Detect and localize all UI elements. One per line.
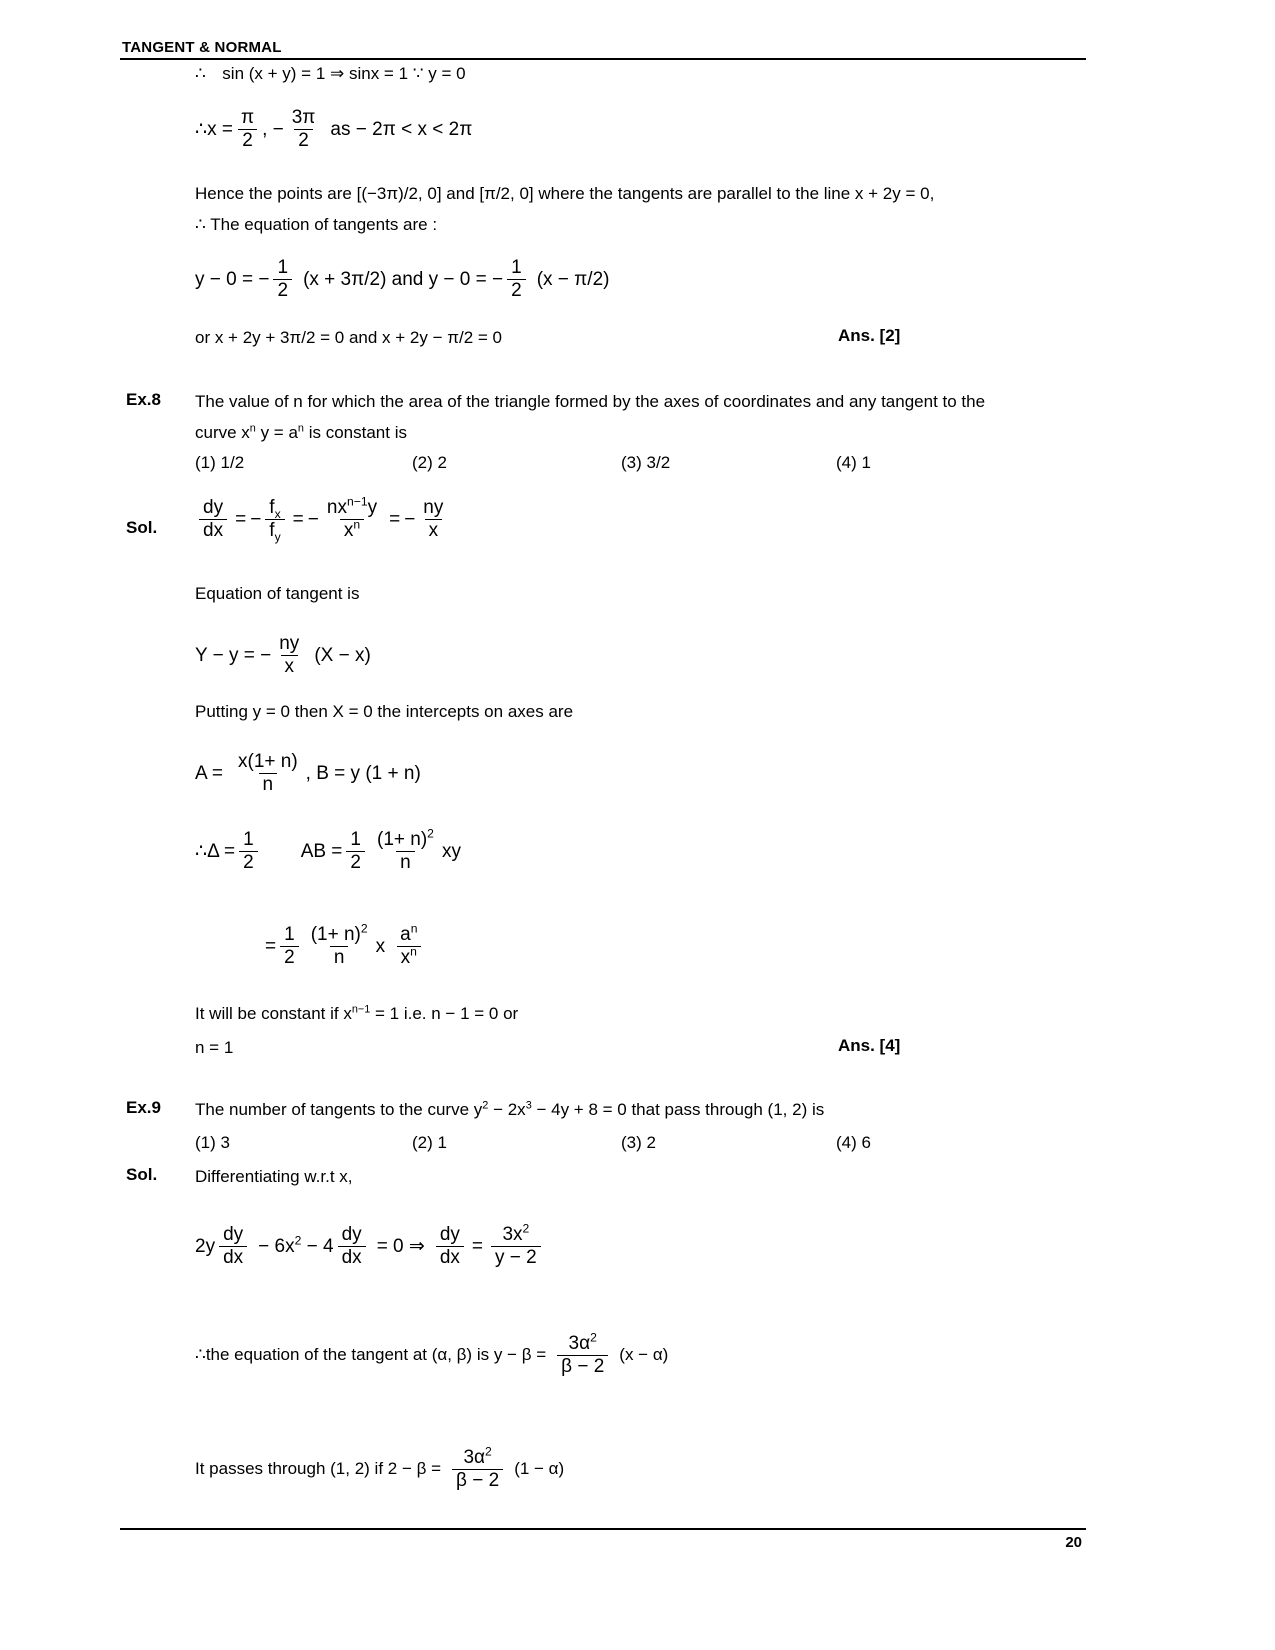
ex9-option-2-text: 1 [437, 1133, 447, 1152]
ex8-equation-of-tangent-label [195, 582, 359, 607]
fraction-ny-over-x-tangent [275, 634, 303, 677]
ex9-passes-through-equation [195, 1444, 565, 1491]
ex8-option-3-number: (3) [621, 453, 642, 472]
ex8-area-prefix: ∴Δ = [195, 840, 236, 862]
example-9-sol-label: Sol. [126, 1165, 158, 1184]
ex8-option-4-text: 1 [861, 453, 871, 472]
fraction-numerator: 3π [291, 107, 316, 128]
ex7-tangent-prefix: y − 0 = − [195, 268, 270, 290]
header-divider [120, 58, 1086, 60]
ex7-final-line: or x + 2y + 3π/2 = 0 and x + 2y − π/2 = 0 [195, 328, 502, 347]
fraction-denominator: 2 [346, 851, 365, 873]
fraction-denominator: dx [338, 1246, 366, 1268]
x-term: x [343, 519, 354, 541]
fraction-denominator: dx [219, 1246, 247, 1268]
ex7-x-range: as − 2π < x < 2π [330, 118, 473, 140]
fraction-pi-over-2 [237, 108, 258, 151]
ex7-x-prefix: ∴x = [195, 118, 233, 140]
fraction-denominator: 2 [239, 851, 258, 873]
exponent-3: 3 [525, 1099, 532, 1112]
fraction-denominator: 2 [238, 129, 257, 151]
fraction-denominator [397, 946, 421, 968]
exponent-2: 2 [590, 1330, 597, 1345]
ex8-option-4-number: (4) [836, 453, 857, 472]
three-alpha-term: 3α [463, 1447, 485, 1468]
ex8-intercepts-suffix: , B = y (1 + n) [305, 762, 421, 784]
ex9-option-1-text: 3 [220, 1133, 230, 1152]
header-title: TANGENT & NORMAL [122, 39, 282, 56]
fraction-numerator: π [240, 107, 255, 128]
ex8-ab-label: AB = [300, 840, 343, 862]
fraction-3pi-over-2 [288, 108, 320, 151]
fraction-fx-fy [265, 497, 284, 544]
ex8-option-3-text: 3/2 [646, 453, 671, 472]
fraction-denominator: dx [436, 1246, 464, 1268]
one-plus-n: (1+ n) [377, 829, 428, 850]
fraction-dy-dx [199, 498, 227, 541]
fraction-numerator [373, 826, 438, 851]
fraction-dy-dx-2 [338, 1225, 366, 1268]
ex8-tangent-suffix: (X − x) [314, 644, 371, 666]
ex7-final-equations [195, 326, 502, 351]
example-9-label: Ex.9 [126, 1098, 161, 1117]
multiplication-symbol: x [375, 935, 386, 957]
fraction-denominator: n [330, 946, 349, 968]
minus-sign-2: − [307, 508, 319, 530]
ex9-differentiating-text: Differentiating w.r.t x, [195, 1167, 353, 1186]
fraction-denominator: y − 2 [491, 1246, 541, 1268]
minus-sign-1: − [250, 508, 262, 530]
ex9-tangent-prefix: ∴the equation of the tangent at (α, β) is y − β = [195, 1345, 547, 1365]
example-9-question [195, 1098, 1095, 1123]
fraction-numerator [459, 1444, 495, 1469]
one-plus-n: (1+ n) [310, 924, 361, 945]
page-number: 20 [1065, 1534, 1082, 1551]
ex9-question-suffix: − 4y + 8 = 0 that pass through (1, 2) is [531, 1100, 825, 1119]
ex9-question-prefix: The number of tangents to the curve y [195, 1100, 483, 1119]
exponent-n: n [353, 517, 361, 532]
fraction-numerator: x(1+ n) [238, 751, 298, 772]
ex9-question-line [195, 1098, 1095, 1123]
fraction-denominator: 2 [294, 129, 313, 151]
exponent-2: 2 [360, 921, 368, 936]
ex8-area-suffix: xy [441, 840, 461, 862]
equals-sign-2: = [292, 508, 304, 530]
fraction-numerator [265, 498, 284, 519]
ex9-option-1[interactable] [195, 1133, 230, 1153]
fraction-one-half-area [239, 830, 258, 873]
ex8-area-equation-2 [265, 921, 425, 968]
fraction-denominator: β − 2 [557, 1355, 608, 1377]
ex8-exponent-n-1: n [249, 421, 256, 434]
ex8-tangent-equation [195, 634, 371, 677]
ex9-option-3-number: (3) [621, 1133, 642, 1152]
equals-sign: = [471, 1235, 484, 1257]
ex8-area2-prefix: = [265, 935, 277, 957]
fraction-denominator: x [425, 519, 443, 541]
ex9-mid-b: − 4 [301, 1235, 334, 1257]
ex8-option-2[interactable] [412, 453, 447, 473]
fraction-denominator: x [281, 655, 299, 677]
ex9-passes-suffix: (1 − α) [514, 1459, 565, 1479]
ex9-option-4-text: 6 [861, 1133, 871, 1152]
ex7-equation-of-tangents-line: ∴ The equation of tangents are : [195, 214, 438, 234]
exponent-2: 2 [485, 1444, 492, 1459]
ex8-curve-suffix: is constant is [303, 422, 407, 442]
fraction-numerator: dy [439, 1224, 460, 1245]
ex8-curve-mid: y = a [255, 422, 298, 442]
fraction-ny-over-x [419, 498, 447, 541]
ex9-mid-term [258, 1233, 333, 1261]
ex9-question-mid: − 2x [488, 1100, 526, 1119]
fraction-dy-dx-3 [436, 1225, 464, 1268]
fraction-denominator: 2 [273, 279, 292, 301]
ex9-differentiating-line [195, 1165, 352, 1190]
ex8-option-2-text: 2 [437, 453, 447, 472]
ex9-option-3[interactable] [621, 1133, 656, 1153]
ex7-tangent-suffix: (x − π/2) [536, 268, 610, 290]
ex7-hence-line: Hence the points are [(−3π)/2, 0] and [π/2, 0] where the tangents are parallel to the line x + 2y = 0, [195, 184, 935, 203]
ex7-x-values-equation [195, 108, 472, 151]
three-x-term: 3x [502, 1224, 523, 1245]
ex8-exponent-n-2: n [297, 421, 304, 434]
ex8-result [195, 1036, 233, 1061]
fraction-denominator: n [259, 773, 278, 795]
fraction-numerator: ny [279, 633, 300, 654]
three-alpha-term: 3α [568, 1333, 591, 1354]
ex7-answer-badge: Ans. [2] [838, 326, 901, 345]
fraction-numerator [307, 921, 372, 946]
ex8-option-1-number: (1) [195, 453, 216, 472]
fraction-denominator: β − 2 [452, 1469, 503, 1491]
fraction-3alpha2-over-beta-minus-2 [557, 1330, 608, 1377]
page-header [120, 40, 1086, 60]
ex9-option-4-number: (4) [836, 1133, 857, 1152]
example-8-question [195, 390, 1095, 445]
fraction-numerator: 1 [511, 257, 522, 278]
exponent-2: 2 [482, 1099, 489, 1112]
fraction-numerator [323, 494, 381, 519]
fraction-an-over-xn [396, 921, 421, 968]
fraction-3alpha2-over-beta-minus-2-b [452, 1444, 503, 1491]
subscript-x: x [274, 506, 281, 521]
ex7-sin-equation: sin (x + y) = 1 ⇒ sinx = 1 ∵ y = 0 [222, 64, 466, 83]
ex9-lead-coefficient: 2y [195, 1235, 216, 1257]
fraction-numerator: dy [341, 1224, 362, 1245]
y-term: y [367, 497, 378, 518]
fraction-numerator: 1 [284, 924, 295, 945]
fraction-numerator: 1 [277, 257, 289, 278]
ex9-option-2-number: (2) [412, 1133, 433, 1152]
ex9-option-1-number: (1) [195, 1133, 216, 1152]
fraction-3x2-over-y-minus-2 [491, 1221, 541, 1268]
ex9-tangent-suffix: (x − α) [619, 1345, 669, 1365]
ex9-tangent-equation [195, 1330, 669, 1377]
fraction-denominator: dx [199, 519, 227, 541]
fraction-numerator: dy [223, 1224, 244, 1245]
fraction-numerator: 1 [350, 829, 361, 850]
partial-f-den: f [269, 519, 275, 541]
ex8-option-4[interactable] [836, 453, 871, 473]
fraction-1plusn-squared-over-n [373, 826, 438, 873]
exponent-n: n [410, 944, 417, 959]
ex8-const-suffix: = 1 i.e. n − 1 = 0 or [370, 1004, 519, 1023]
ex8-option-3[interactable] [621, 453, 670, 473]
fraction-x1n-over-n [234, 752, 302, 795]
fraction-1plusn-squared-over-n-2 [307, 921, 372, 968]
ex8-area-equation [195, 826, 461, 873]
ex9-mid-a: − 6x [258, 1235, 295, 1257]
ex8-question-line-1: The value of n for which the area of the triangle formed by the axes of coordinates and any tangent to the [195, 392, 986, 411]
ex8-constant-condition [195, 1002, 518, 1027]
ex9-equals-zero-implies: = 0 ⇒ [376, 1235, 425, 1257]
page-footer [120, 1528, 1086, 1551]
ex8-option-1[interactable] [195, 453, 244, 473]
exponent-2: 2 [427, 826, 434, 841]
ex7-tangent-mid: (x + 3π/2) and y − 0 = − [303, 268, 504, 290]
fraction-numerator [498, 1221, 533, 1246]
fraction-nxn1y-over-xn [323, 494, 381, 541]
fraction-one-half-a [273, 258, 292, 301]
ex8-intercepts-prefix: A = [195, 762, 223, 784]
ex7-x-mid: , − [262, 118, 284, 140]
exponent-n: n [410, 921, 418, 936]
x-term: x [400, 946, 411, 968]
ex8-constant-text [195, 1004, 518, 1023]
ex8-tangent-prefix: Y − y = − [195, 644, 272, 666]
ex9-derivative-equation [195, 1221, 545, 1268]
nx-term: nx [326, 497, 347, 518]
a-term: a [400, 924, 411, 945]
example-8-label: Ex.8 [126, 390, 161, 409]
fraction-one-half-b [507, 258, 526, 301]
fraction-numerator: 1 [243, 829, 254, 850]
ex8-intercepts-equation [195, 752, 421, 795]
ex8-putting-text: Putting y = 0 then X = 0 the intercepts on axes are [195, 702, 574, 721]
equals-sign-1: = [235, 508, 247, 530]
ex7-therefore-symbol: ∴ [195, 64, 206, 83]
example-8-sol-label: Sol. [126, 518, 158, 537]
ex8-answer-badge: Ans. [4] [838, 1036, 901, 1055]
ex8-putting-line [195, 700, 573, 725]
fraction-one-half-ab [346, 830, 365, 873]
ex8-question-line-2 [195, 421, 1095, 446]
ex9-option-2[interactable] [412, 1133, 447, 1153]
exponent-2: 2 [522, 1221, 530, 1236]
subscript-y: y [274, 529, 281, 544]
fraction-denominator [340, 519, 364, 541]
ex9-option-3-text: 2 [646, 1133, 656, 1152]
exponent-n-minus-1: n−1 [346, 494, 368, 509]
fraction-numerator: ny [423, 497, 444, 518]
fraction-denominator: 2 [507, 279, 526, 301]
ex7-hence-paragraph [195, 182, 1095, 237]
fraction-numerator [396, 921, 421, 946]
ex8-curve-prefix: curve x [195, 422, 250, 442]
fraction-denominator: n [396, 851, 415, 873]
fraction-denominator: 2 [280, 946, 299, 968]
ex8-eq-tangent-text: Equation of tangent is [195, 584, 360, 603]
fraction-numerator: dy [203, 497, 224, 518]
exponent-2: 2 [294, 1233, 302, 1248]
fraction-dy-dx-1 [219, 1225, 247, 1268]
ex8-option-1-text: 1/2 [220, 453, 245, 472]
equals-sign-3: = [389, 508, 401, 530]
fraction-one-half-area2 [280, 925, 299, 968]
ex9-passes-prefix: It passes through (1, 2) if 2 − β = [195, 1459, 442, 1479]
ex8-const-prefix: It will be constant if x [195, 1004, 352, 1023]
ex8-option-2-number: (2) [412, 453, 433, 472]
ex8-result-text: n = 1 [195, 1038, 234, 1057]
minus-sign-3: − [404, 508, 416, 530]
partial-f-num: f [269, 497, 275, 518]
ex9-option-4[interactable] [836, 1133, 871, 1153]
fraction-denominator [265, 519, 284, 544]
exponent-n-minus-1: n−1 [351, 1003, 371, 1016]
ex7-tangent-equations [195, 258, 609, 301]
fraction-numerator [565, 1330, 601, 1355]
ex8-derivative-equation [195, 494, 451, 544]
ex7-line-sin [195, 62, 466, 87]
